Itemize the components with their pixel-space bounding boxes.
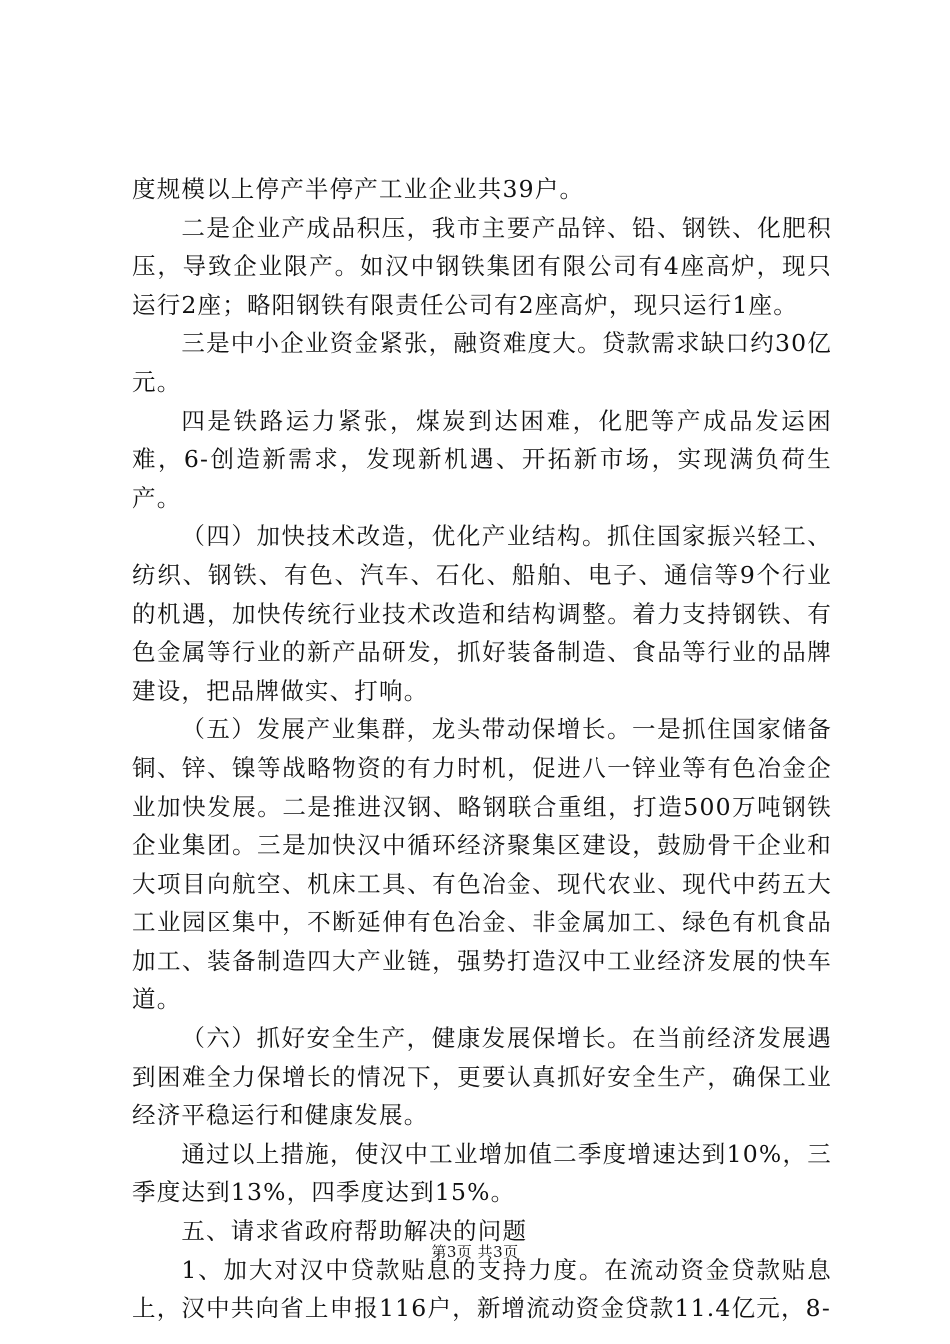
paragraph-6: （五）发展产业集群，龙头带动保增长。一是抓住国家储备铜、锌、镍等战略物资的有力时机，促进八一锌业等有色冶金企业加快发展。二是推进汉钢、略钢联合重组，打造500万吨钢铁企业集团。三是加快汉中循环经济聚集区建设，鼓励骨干企业和大项目向航空、机床工具、有色冶金、现代农业、现代中药五大工业园区集中，不断延伸有色冶金、非金属加工、绿色有机食品加工、装备制造四大产业链，强势打造汉中工业经济发展的快车道。 (132, 715, 832, 1014)
paragraph-3: 三是中小企业资金紧张，融资难度大。贷款需求缺口约30亿元。 (132, 329, 832, 396)
paragraph-4: 四是铁路运力紧张，煤炭到达困难，化肥等产成品发运困难，6-创造新需求，发现新机遇、开拓新市场，实现满负荷生产。 (132, 406, 832, 512)
document-body (132, 170, 832, 1328)
paragraph-2: 二是企业产成品积压，我市主要产品锌、铅、钢铁、化肥积压，导致企业限产。如汉中钢铁集团有限公司有4座高炉，现只运行2座；略阳钢铁有限责任公司有2座高炉，现只运行1座。 (132, 213, 832, 319)
paragraph-7: （六）抓好安全生产，健康发展保增长。在当前经济发展遇到困难全力保增长的情况下，更要认真抓好安全生产，确保工业经济平稳运行和健康发展。 (132, 1024, 832, 1130)
paragraph-8: 通过以上措施，使汉中工业增加值二季度增速达到10%，三季度达到13%，四季度达到15%。 (132, 1139, 832, 1207)
paragraph-1: 度规模以上停产半停产工业企业共39户。 (132, 175, 585, 203)
section-heading: 五、请求省政府帮助解决的问题 (181, 1217, 528, 1246)
page-footer: 第3页 共3页 (431, 1243, 519, 1261)
paragraph-9: 1、加大对汉中贷款贴息的支持力度。在流动资金贷款贴息上，汉中共向省上申报116户，新增流动资金贷款11.4亿元，8- (132, 1255, 832, 1323)
paragraph-5: （四）加快技术改造，优化产业结构。抓住国家振兴轻工、纺织、钢铁、有色、汽车、石化、船舶、电子、通信等9个行业的机遇，加快传统行业技术改造和结构调整。着力支持钢铁、有色金属等行业的新产品研发，抓好装备制造、食品等行业的品牌建设，把品牌做实、打响。 (132, 522, 832, 705)
